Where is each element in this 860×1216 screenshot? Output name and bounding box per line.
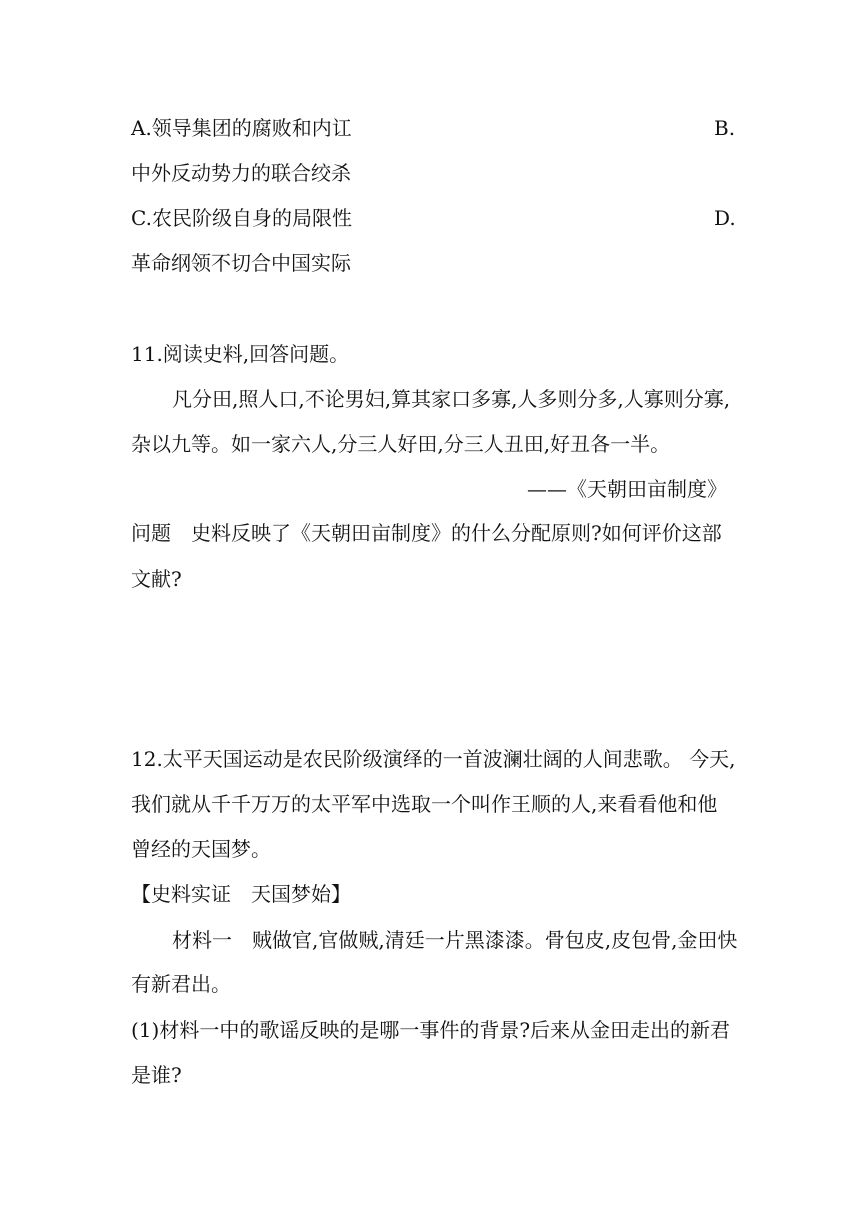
option-d-text: 革命纲领不切合中国实际: [131, 251, 351, 275]
question-11-source: ——《天朝田亩制度》: [527, 477, 727, 501]
question-11-question-line-2: 文献?: [131, 567, 182, 591]
option-b-label: B.: [714, 116, 736, 140]
question-11-question-line-1: 问题 史料反映了《天朝田亩制度》的什么分配原则?如何评价这部: [131, 521, 722, 545]
option-c: C.农民阶级自身的局限性: [131, 206, 352, 230]
question-12-intro-line-1: 12.太平天国运动是农民阶级演绎的一首波澜壮阔的人间悲歌。 今天,: [131, 747, 736, 771]
question-12-intro-line-3: 曾经的天国梦。: [131, 837, 271, 861]
option-b-text: 中外反动势力的联合绞杀: [131, 161, 351, 185]
option-d-label: D.: [714, 206, 736, 230]
question-12-intro-line-2: 我们就从千千万万的太平军中选取一个叫作王顺的人,来看看他和他: [131, 792, 718, 816]
question-11-prompt: 11.阅读史料,回答问题。: [131, 342, 350, 366]
question-12-material-1-line-2: 有新君出。: [131, 972, 231, 996]
question-11-quote-line-1: 凡分田,照人口,不论男妇,算其家口多寡,人多则分多,人寡则分寡,: [172, 387, 731, 411]
question-12-sub-1-line-2: 是谁?: [131, 1063, 182, 1087]
option-a: A.领导集团的腐败和内讧: [131, 116, 352, 140]
question-11-quote-line-2: 杂以九等。如一家六人,分三人好田,分三人丑田,好丑各一半。: [131, 432, 671, 456]
question-12-sub-1-line-1: (1)材料一中的歌谣反映的是哪一事件的背景?后来从金田走出的新君: [131, 1018, 731, 1042]
question-12-material-1-line-1: 材料一 贼做官,官做贼,清廷一片黑漆漆。骨包皮,皮包骨,金田快: [172, 928, 738, 952]
question-12-section-heading: 【史料实证 天国梦始】: [131, 882, 351, 906]
